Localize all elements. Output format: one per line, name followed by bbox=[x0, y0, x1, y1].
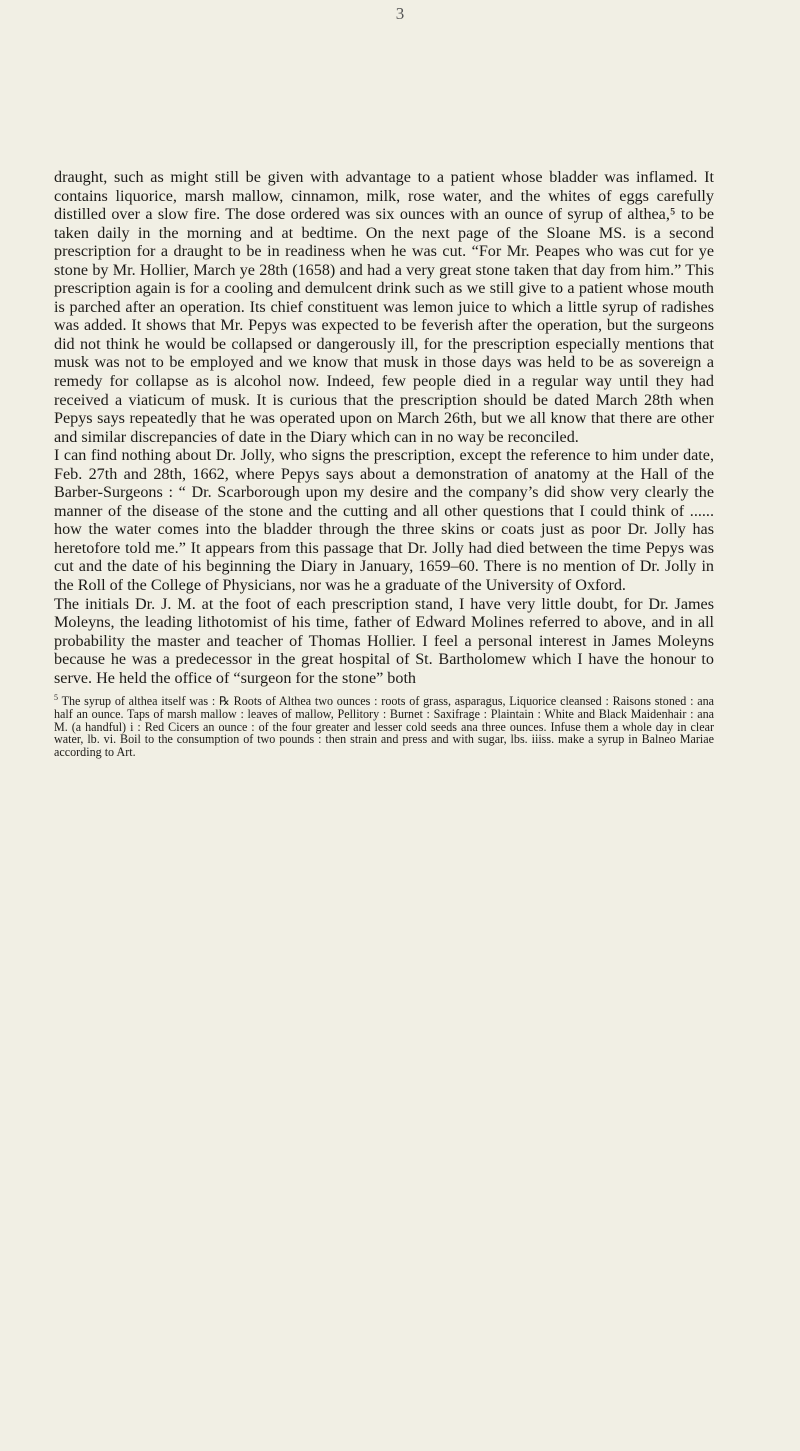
main-text bbox=[54, 169, 714, 758]
footnote bbox=[54, 695, 714, 758]
footnote-marker: 5 bbox=[54, 693, 58, 703]
paragraph-3: The initials Dr. J. M. at the foot of each prescription stand, I have very little doubt, for Dr. James Moleyns, the leading lithotomist of his time, father of Edward Molines referred to above, and in all probability the master and teacher of Thomas Hollier. I feel a personal interest in James Moleyns because he was a predecessor in the great hospital of St. Bartholomew which I have the honour to serve. He held the office of “surgeon for the stone” both bbox=[54, 595, 714, 687]
page-number: 3 bbox=[395, 4, 405, 23]
footnote-text: The syrup of althea itself was : ℞ Roots of Althea two ounces : roots of grass, asparagus, Liquorice cleansed : Raisons stoned : ana half an ounce. Taps of marsh mallow : leaves of mallow, Pellitory : Burnet : Saxifrage : Plaintain : White and Black Maidenhair : ana M. (a handful) i : Red Cicers an ounce : of the four greater and lesser cold seeds ana three ounces. Infuse them a whole day in clear water, lb. vi. Boil to the consumption of two pounds : then strain and press and with sugar, lbs. iiiss. make a syrup in Balneo Mariae according to Art. bbox=[54, 694, 714, 759]
paragraph-2: I can find nothing about Dr. Jolly, who signs the prescription, except the reference to him under date, Feb. 27th and 28th, 1662, where Pepys says about a demonstration of anatomy at the Hall of the Barber-Surgeons : “ Dr. Scarborough upon my desire and the company’s did show very clearly the manner of the disease of the stone and the cutting and all other questions that I could think of ...... how the water comes into the bladder through the three skins or coats just as poor Dr. Jolly has heretofore told me.” It appears from this passage that Dr. Jolly had died between the time Pepys was cut and the date of his beginning the Diary in January, 1659–60. There is no mention of Dr. Jolly in the Roll of the College of Physicians, nor was he a graduate of the University of Oxford. bbox=[54, 447, 714, 595]
paragraph-1: draught, such as might still be given with advantage to a patient whose bladder was inflamed. It contains liquorice, marsh mallow, cinnamon, milk, rose water, and the whites of eggs carefully distilled over a slow fire. The dose ordered was six ounces with an ounce of syrup of althea,⁵ to be taken daily in the morning and at bedtime. On the next page of the Sloane MS. is a second prescription for a draught to be in readiness when he was cut. “For Mr. Peapes who was cut for ye stone by Mr. Hollier, March ye 28th (1658) and had a very great stone taken that day from him.” This prescription again is for a cooling and demulcent drink such as we still give to a patient whose mouth is parched after an operation. Its chief constituent was lemon juice to which a little syrup of radishes was added. It shows that Mr. Pepys was expected to be feverish after the operation, but the surgeons did not think he would be collapsed or dangerously ill, for the prescription especially mentions that musk was not to be employed and we know that musk in those days was held to be as sovereign a remedy for collapse as is alcohol now. Indeed, few people died in a regular way until they had received a viaticum of musk. It is curious that the prescription should be dated March 28th when Pepys says repeatedly that he was operated upon on March 26th, but we all know that there are other and similar discrepancies of date in the Diary which can in no way be reconciled. bbox=[54, 169, 714, 446]
